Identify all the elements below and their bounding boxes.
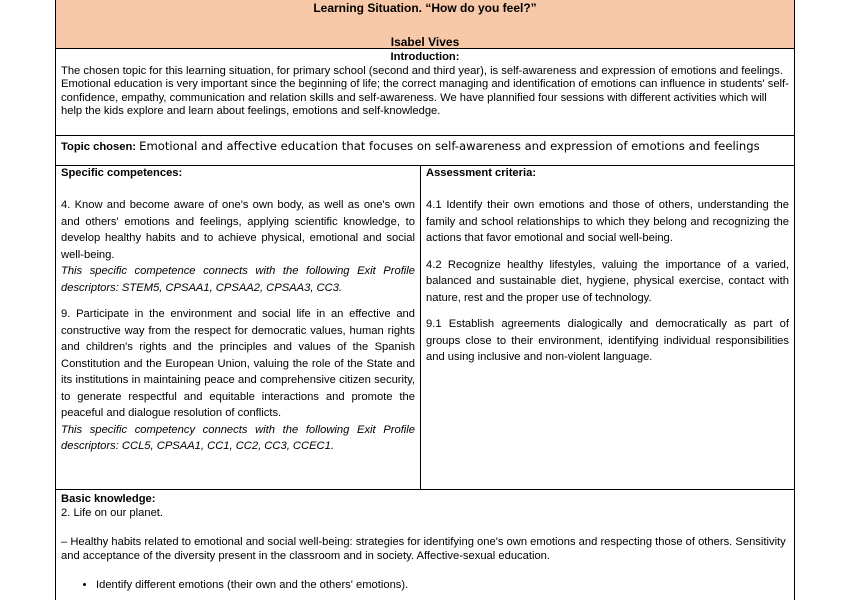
criterion-9-1: 9.1 Establish agreements dialogically and democratically as part of groups close to their environment, identifying individual responsibilities and using inclusive and non-violent language.: [426, 318, 789, 363]
introduction-text: The chosen topic for this learning situation, for primary school (second and third year), is self-awareness and expression of emotions and feelings. Emotional education is very important since the beginning of life; the correct managing and identification of emotions can influence in students' self-confidence, empathy, communication and relation skills and self-awareness. We have plannified four sessions with different activities which will help the kids explore and learn about feelings, emotions and self-knowledge.: [61, 64, 789, 117]
basic-knowledge-section: [56, 490, 794, 600]
basic-knowledge-heading: Basic knowledge:: [61, 493, 156, 505]
healthy-habits-text: – Healthy habits related to emotional and social well-being: strategies for identifying one's own emotions and respecting those of others. Sensitivity and acceptance of the diversity present in the classroom and in society. Affective-sexual education.: [61, 536, 786, 562]
introduction-heading: Introduction:: [390, 51, 460, 63]
basic-knowledge-list: [61, 578, 789, 592]
assessment-criteria-heading: Assessment criteria:: [426, 167, 537, 179]
topic-section: [56, 136, 794, 166]
topic-value: Emotional and affective education that focuses on self-awareness and expression of emotions and feelings: [139, 139, 760, 153]
basic-knowledge-item-2: 2. Life on our planet.: [61, 507, 164, 519]
competence-4-note: This specific competence connects with the following Exit Profile descriptors: STEM5, CPSAA1, CPSAA2, CPSAA3, CC3.: [61, 265, 415, 294]
specific-competences-column: [56, 166, 421, 489]
specific-competences-heading: Specific competences:: [61, 167, 183, 179]
document-title: Learning Situation. “How do you feel?”: [313, 1, 537, 15]
assessment-criteria-column: [421, 166, 794, 489]
list-item: • Identify different emotions (their own and the others' emotions).: [96, 578, 789, 592]
competences-criteria-row: [56, 166, 794, 490]
criterion-4-1: 4.1 Identify their own emotions and those of others, understanding the family and school relationships to which they belong and recognizing the actions that favor emotional and social well-being.: [426, 199, 789, 244]
introduction-section: [56, 49, 794, 136]
topic-label: Topic chosen:: [61, 141, 137, 153]
competence-9-note: This specific competency connects with the following Exit Profile descriptors: CCL5, CPSAA1, CC1, CC2, CC3, CCEC1.: [61, 423, 415, 452]
competence-4: 4. Know and become aware of one's own body, as well as one's own and others' emotions and feelings, applying scientific knowledge, to develop healthy habits and to achieve physical, emotional and social well-being.: [61, 199, 415, 261]
title-header: [56, 0, 794, 49]
competence-9: 9. Participate in the environment and social life in an effective and constructive way from the respect for democratic values, human rights and children's rights and the principles and values of the Spanish Constitution and the European Union, valuing the role of the State and its institutions in maintaining peace and comprehensive citizen security, to generate respectful and equitable interactions and promote the peaceful and dialogue resolution of conflicts.: [61, 308, 415, 419]
learning-situation-table: [55, 0, 795, 600]
author-name: Isabel Vives: [390, 35, 460, 49]
criterion-4-2: 4.2 Recognize healthy lifestyles, valuing the importance of a varied, balanced and sustainable diet, hygiene, physical exercise, contact with nature, rest and the proper use of technology.: [426, 258, 789, 304]
